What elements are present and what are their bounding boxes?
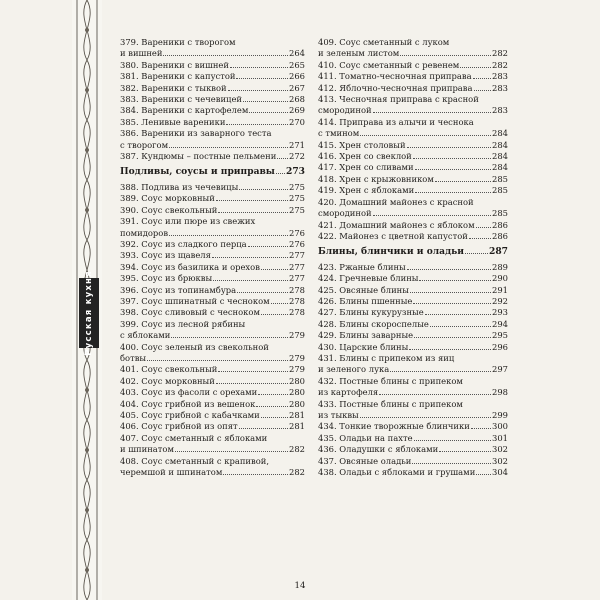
toc-page-number: 282: [289, 467, 305, 478]
toc-entry: [120, 319, 305, 342]
dot-leader: [460, 67, 491, 68]
toc-entry-title: 387. Кундюмы – постные пельмени: [120, 151, 277, 162]
toc-entry: [318, 330, 508, 341]
toc-entry: [120, 151, 305, 162]
dot-leader: [476, 474, 491, 475]
toc-entry-title: 417. Хрен со сливами: [318, 162, 414, 173]
dot-leader: [171, 337, 288, 338]
toc-page-number: 284: [492, 162, 508, 173]
toc-entry-title-line: 432. Постные блины с припеком: [318, 375, 463, 386]
toc-page-number: 283: [492, 105, 508, 116]
dot-leader: [360, 417, 491, 418]
dot-leader: [430, 326, 491, 327]
toc-entry-title-line: 420. Домашний майонез с красной: [318, 196, 474, 207]
toc-entry-title: 435. Оладьи на пахте: [318, 432, 413, 443]
toc-entry-title: 403. Соус из фасоли с орехами: [120, 387, 258, 398]
toc-entry: [318, 421, 508, 432]
toc-entry-title: с творогом: [120, 139, 169, 150]
toc-entry: [318, 83, 508, 94]
dot-leader: [218, 212, 288, 213]
dot-leader: [425, 314, 491, 315]
toc-entry-title: 381. Вареники с капустой: [120, 71, 236, 82]
toc-page-number: 278: [289, 295, 305, 306]
toc-page-number: 286: [492, 219, 508, 230]
dot-leader: [237, 292, 288, 293]
toc-entry-title: смородиной: [318, 105, 372, 116]
toc-entry: [318, 197, 508, 220]
toc-page-number: 296: [492, 341, 508, 352]
toc-page-number: 298: [492, 387, 508, 398]
toc-entry: [318, 151, 508, 162]
dot-leader: [409, 349, 491, 350]
toc-entry-title: 430. Царские блины: [318, 341, 409, 352]
toc-entry: [120, 250, 305, 261]
dot-leader: [373, 112, 491, 113]
toc-page-number: 302: [492, 455, 508, 466]
toc-page-number: 268: [289, 94, 305, 105]
toc-page-number: 275: [289, 181, 305, 192]
dot-leader: [223, 474, 288, 475]
toc-entry-title: 397. Соус шпинатный с чесноком: [120, 295, 270, 306]
toc-page-number: 285: [492, 208, 508, 219]
toc-entry: [318, 342, 508, 353]
dot-leader: [271, 303, 288, 304]
dot-leader: [243, 101, 288, 102]
toc-page-number: 282: [492, 48, 508, 59]
toc-page-number: 265: [289, 59, 305, 70]
dot-leader: [212, 257, 288, 258]
dot-leader: [400, 55, 491, 56]
dot-leader: [239, 428, 288, 429]
toc-entry-title: 424. Гречневые блины: [318, 273, 419, 284]
toc-page-number: 279: [289, 352, 305, 363]
dot-leader: [390, 371, 491, 372]
toc-entry: [318, 296, 508, 307]
toc-entry-title: 434. Тонкие творожные блинчики: [318, 421, 470, 432]
dot-leader: [147, 360, 288, 361]
toc-entry-title: и зеленым листом: [318, 48, 400, 59]
toc-entry-title: помидоров: [120, 227, 169, 238]
toc-page-number: 284: [492, 139, 508, 150]
toc-page-number: 292: [492, 295, 508, 306]
toc-page-number: 279: [289, 330, 305, 341]
toc-entry: [120, 262, 305, 273]
dot-leader: [249, 112, 288, 113]
toc-page-number: 276: [289, 227, 305, 238]
toc-entry-title-line: 399. Соус из лесной рябины: [120, 318, 246, 329]
toc-entry: [120, 456, 305, 479]
dot-leader: [465, 253, 488, 254]
dot-leader: [439, 451, 491, 452]
toc-entry-title: 428. Блины скороспелые: [318, 318, 429, 329]
toc-entry-title: 395. Соус из брюквы: [120, 273, 213, 284]
dot-leader: [474, 90, 491, 91]
toc-page-number: 269: [289, 105, 305, 116]
toc-entry-title: 423. Ржаные блины: [318, 261, 406, 272]
toc-page-number: 300: [492, 421, 508, 432]
toc-entry-title: 392. Соус из сладкого перца: [120, 238, 247, 249]
toc-entry-title: из картофеля: [318, 387, 379, 398]
toc-entry-title: 415. Хрен столовый: [318, 139, 406, 150]
toc-entry: [120, 105, 305, 116]
toc-page-number: 278: [289, 284, 305, 295]
toc-entry: [120, 421, 305, 432]
toc-entry: [120, 182, 305, 193]
toc-page-number: 283: [492, 71, 508, 82]
toc-entry: [318, 285, 508, 296]
dot-leader: [248, 246, 288, 247]
toc-page-number: 297: [492, 364, 508, 375]
toc-entry-title: 396. Соус из топинамбура: [120, 284, 237, 295]
toc-entry-title: 418. Хрен с крыжовником: [318, 173, 434, 184]
toc-entry-title-line: 413. Чесночная приправа с красной: [318, 94, 479, 105]
toc-entry-title: 411. Томатно-чесночная приправа: [318, 71, 472, 82]
toc-entry: [318, 262, 508, 273]
toc-entry: [120, 410, 305, 421]
dot-leader: [476, 227, 491, 228]
toc-entry: [120, 117, 305, 128]
toc-page-number: 280: [289, 398, 305, 409]
dot-leader: [471, 428, 491, 429]
toc-entry: [318, 307, 508, 318]
toc-entry-title: 398. Соус сливовый с чесноком: [120, 307, 260, 318]
dot-leader: [414, 337, 491, 338]
toc-page-number: 284: [492, 128, 508, 139]
dot-leader: [218, 371, 288, 372]
toc-entry-title-line: 379. Вареники с творогом: [120, 37, 236, 47]
toc-entry: [318, 174, 508, 185]
toc-entry-title: 438. Оладьи с яблоками и грушами: [318, 467, 476, 478]
toc-entry: [120, 387, 305, 398]
toc-section-heading: [120, 166, 305, 177]
toc-page-number: 283: [492, 82, 508, 93]
dot-leader: [379, 394, 491, 395]
dot-leader: [277, 158, 288, 159]
toc-page-number: 278: [289, 307, 305, 318]
toc-page-number: 295: [492, 330, 508, 341]
toc-entry: [318, 376, 508, 399]
toc-entry-title: 390. Соус свекольный: [120, 204, 218, 215]
toc-page-number: 281: [289, 410, 305, 420]
toc-entry: [120, 94, 305, 105]
toc-entry: [120, 376, 305, 387]
toc-entry-title: 422. Майонез с цветной капустой: [318, 230, 468, 241]
toc-entry: [318, 319, 508, 330]
toc-entry-title: 426. Блины пшенные: [318, 295, 413, 306]
toc-entry: [120, 342, 305, 365]
toc-entry-title: Подливы, соусы и приправы: [120, 166, 275, 178]
toc-page-number: 271: [289, 139, 305, 150]
toc-entry: [318, 399, 508, 422]
dot-leader: [213, 280, 288, 281]
toc-entry: [120, 399, 305, 410]
toc-page-number: 277: [289, 273, 305, 284]
toc-entry-title-line: 431. Блины с припеком из яиц: [318, 352, 455, 363]
toc-entry-title: 382. Вареники с тыквой: [120, 82, 227, 93]
toc-page-number: 301: [492, 432, 508, 443]
toc-entry: [120, 364, 305, 375]
toc-entry-title: 389. Соус морковный: [120, 193, 215, 204]
toc-entry: [318, 162, 508, 173]
dot-leader: [216, 200, 288, 201]
toc-entry-title: 401. Соус свекольный: [120, 364, 218, 375]
toc-page-number: 304: [492, 467, 508, 478]
toc-entry: [120, 307, 305, 318]
toc-entry: [120, 128, 305, 151]
dot-leader: [236, 78, 288, 79]
toc-entry-title: 402. Соус морковный: [120, 375, 215, 386]
toc-entry-title-line: 408. Соус сметанный с крапивой,: [120, 455, 270, 466]
toc-entry: [318, 94, 508, 117]
page-number: 14: [294, 581, 306, 591]
toc-entry-title-line: 400. Соус зеленый из свекольной: [120, 341, 269, 352]
toc-entry-title: из тыквы: [318, 410, 359, 420]
toc-entry: [318, 140, 508, 151]
dot-leader: [239, 189, 288, 190]
toc-entry: [120, 193, 305, 204]
toc-entry-title: и вишней: [120, 48, 163, 59]
toc-page-number: 299: [492, 410, 508, 420]
toc-entry-title: черемшой и шпинатом: [120, 467, 223, 478]
toc-entry-title: и зеленого лука: [318, 364, 390, 375]
toc-entry: [120, 239, 305, 250]
toc-entry: [120, 216, 305, 239]
side-label-text: Русская кухня: [84, 270, 94, 356]
toc-page-number: 302: [492, 444, 508, 455]
toc-page-number: 276: [289, 238, 305, 249]
dot-leader: [276, 173, 285, 174]
toc-page-number: 273: [286, 166, 305, 178]
toc-entry-title: с яблоками: [120, 330, 171, 341]
toc-entry-title: 405. Соус грибной с кабачками: [120, 410, 260, 420]
toc-page-number: 279: [289, 364, 305, 375]
toc-entry-title-line: 414. Приправа из алычи и чеснока: [318, 116, 474, 127]
toc-page-number: 280: [289, 375, 305, 386]
toc-entry-title: 412. Яблочно-чесночная приправа: [318, 82, 473, 93]
toc-entry-title-line: 391. Соус или пюре из свежих: [120, 216, 256, 227]
toc-page-number: 267: [289, 82, 305, 93]
dot-leader: [469, 238, 491, 239]
dot-leader: [414, 440, 491, 441]
dot-leader: [175, 451, 288, 452]
toc-entry-title: 384. Вареники с картофелем: [120, 105, 249, 116]
toc-entry-title: 380. Вареники с вишней: [120, 59, 229, 70]
toc-left-column: [120, 37, 305, 478]
dot-leader: [169, 235, 288, 236]
toc-page-number: 272: [289, 151, 305, 162]
toc-page-number: 289: [492, 261, 508, 272]
dot-leader: [163, 55, 288, 56]
toc-entry-title: и шпинатом: [120, 444, 174, 455]
dot-leader: [473, 78, 491, 79]
toc-page-number: 293: [492, 307, 508, 318]
toc-entry-title: 429. Блины заварные: [318, 330, 414, 341]
dot-leader: [415, 169, 491, 170]
toc-entry: [318, 273, 508, 284]
toc-page-number: 284: [492, 151, 508, 162]
toc-entry: [120, 296, 305, 307]
dot-leader: [226, 124, 288, 125]
toc-page-number: 282: [289, 444, 305, 455]
toc-entry: [120, 205, 305, 216]
dot-leader: [373, 215, 491, 216]
dot-leader: [415, 192, 491, 193]
toc-page-number: 294: [492, 318, 508, 329]
toc-entry: [120, 60, 305, 71]
toc-entry: [318, 71, 508, 82]
toc-entry: [318, 60, 508, 71]
dot-leader: [169, 147, 288, 148]
toc-entry: [120, 433, 305, 456]
toc-entry-title: 436. Оладушки с яблоками: [318, 444, 439, 455]
toc-entry-title: 419. Хрен с яблоками: [318, 185, 415, 196]
toc-entry-title-line: 386. Вареники из заварного теста: [120, 128, 272, 139]
toc-entry-title: Блины, блинчики и оладьи: [318, 246, 465, 258]
toc-entry-title-line: 433. Постные блины с припеком: [318, 398, 463, 409]
toc-entry-title: 393. Соус из щавеля: [120, 250, 211, 261]
toc-page-number: 266: [289, 71, 305, 82]
toc-entry-title: 410. Соус сметанный с ревенем: [318, 59, 460, 70]
toc-entry: [120, 273, 305, 284]
toc-entry: [318, 456, 508, 467]
toc-entry: [318, 37, 508, 60]
toc-entry: [318, 444, 508, 455]
toc-page-number: 290: [492, 273, 508, 284]
dot-leader: [407, 269, 491, 270]
toc-page-number: 277: [289, 250, 305, 261]
dot-leader: [216, 383, 288, 384]
toc-entry-title: 437. Овсяные оладьи: [318, 455, 412, 466]
toc-entry: [318, 117, 508, 140]
toc-page-number: 275: [289, 193, 305, 204]
toc-section-heading: [318, 246, 508, 257]
toc-entry-title: 383. Вареники с чечевицей: [120, 94, 242, 105]
toc-entry: [318, 220, 508, 231]
toc-entry-title: 416. Хрен со свеклой: [318, 151, 412, 162]
toc-page-number: 277: [289, 261, 305, 272]
toc-entry: [120, 71, 305, 82]
toc-entry-title: с тмином: [318, 128, 360, 139]
toc-entry-title: смородиной: [318, 208, 372, 219]
dot-leader: [419, 280, 491, 281]
toc-entry: [318, 433, 508, 444]
toc-page-number: 285: [492, 185, 508, 196]
toc-page-number: 286: [492, 230, 508, 241]
toc-entry: [318, 185, 508, 196]
toc-entry-title: 425. Овсяные блины: [318, 284, 409, 295]
toc-page-number: 285: [492, 173, 508, 184]
toc-entry-title: 385. Ленивые вареники: [120, 116, 226, 127]
toc-entry: [120, 83, 305, 94]
toc-entry-title: 404. Соус грибной из вешенок: [120, 398, 256, 409]
toc-entry: [318, 353, 508, 376]
dot-leader: [261, 269, 288, 270]
toc-page-number: 291: [492, 284, 508, 295]
dot-leader: [261, 314, 288, 315]
dot-leader: [407, 147, 491, 148]
toc-page-number: 287: [489, 246, 508, 258]
toc-page-number: 270: [289, 116, 305, 127]
toc-entry: [120, 37, 305, 60]
dot-leader: [228, 90, 288, 91]
dot-leader: [412, 463, 491, 464]
dot-leader: [435, 181, 491, 182]
dot-leader: [256, 406, 288, 407]
dot-leader: [360, 135, 491, 136]
toc-right-column: [318, 37, 508, 478]
dot-leader: [261, 417, 288, 418]
dot-leader: [413, 303, 491, 304]
vertical-section-label: [79, 270, 99, 356]
toc-page-number: 280: [289, 387, 305, 398]
dot-leader: [410, 292, 491, 293]
toc-page-number: 282: [492, 59, 508, 70]
toc-page-number: 275: [289, 204, 305, 215]
toc-entry-title-line: 409. Соус сметанный с луком: [318, 37, 450, 47]
dot-leader: [258, 394, 288, 395]
toc-entry-title: 406. Соус грибной из опят: [120, 421, 238, 432]
toc-page-number: 264: [289, 48, 305, 59]
toc-entry-title: 421. Домашний майонез с яблоком: [318, 219, 475, 230]
toc-entry-title-line: 407. Соус сметанный с яблоками: [120, 432, 268, 443]
toc-entry: [120, 285, 305, 296]
toc-entry: [318, 467, 508, 478]
toc-entry-title: 427. Блины кукурузные: [318, 307, 424, 318]
toc-entry-title: 388. Подлива из чечевицы: [120, 181, 239, 192]
dot-leader: [413, 158, 491, 159]
toc-entry-title: ботвы: [120, 352, 147, 363]
toc-entry: [318, 231, 508, 242]
toc-entry-title: 394. Соус из базилика и орехов: [120, 261, 260, 272]
dot-leader: [230, 67, 288, 68]
toc-page-number: 281: [289, 421, 305, 432]
